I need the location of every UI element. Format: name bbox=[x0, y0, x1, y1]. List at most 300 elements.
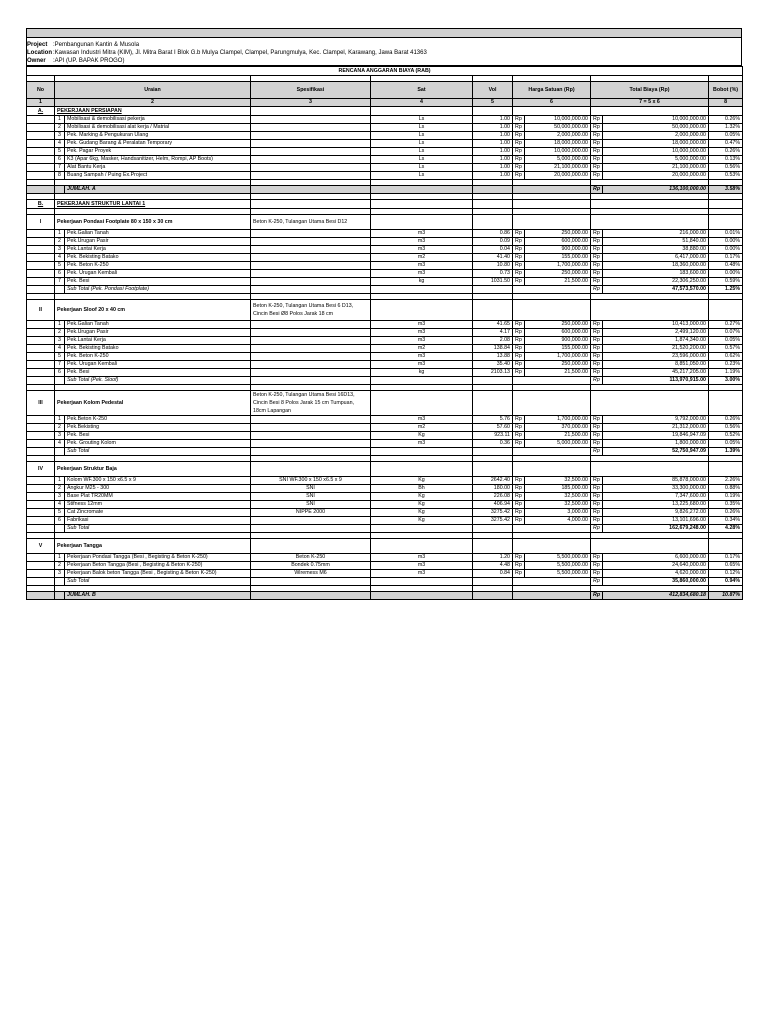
item-price: 32,500.00 bbox=[525, 493, 591, 501]
item-vol: 0.84 bbox=[473, 570, 513, 578]
item-currency: Rp bbox=[591, 369, 603, 377]
item-no: 5 bbox=[55, 509, 65, 517]
subtotal-label: Sub Total bbox=[65, 578, 251, 586]
item-unit: Kg bbox=[371, 501, 473, 509]
item-price: 21,500.00 bbox=[525, 278, 591, 286]
item-spec bbox=[251, 132, 371, 140]
subsection-roman: III bbox=[27, 391, 55, 416]
table-row bbox=[27, 361, 743, 369]
item-spec bbox=[251, 172, 371, 180]
item-spec: Wiremess M6 bbox=[251, 570, 371, 578]
item-weight: 0.05% bbox=[709, 337, 743, 345]
header-number: 2 bbox=[55, 99, 251, 107]
item-no: 3 bbox=[55, 337, 65, 345]
item-unit: Kg bbox=[371, 432, 473, 440]
item-weight: 0.35% bbox=[709, 501, 743, 509]
table-row bbox=[27, 278, 743, 286]
item-price: 10,000,000.00 bbox=[525, 116, 591, 124]
item-price: 5,000,000.00 bbox=[525, 440, 591, 448]
subtotal-value: 52,750,947.09 bbox=[603, 448, 709, 456]
table-row bbox=[27, 116, 743, 124]
project-info bbox=[26, 38, 742, 66]
item-desc: Pek.Galian Tanah bbox=[65, 230, 251, 238]
item-vol: 0.73 bbox=[473, 270, 513, 278]
table-row bbox=[27, 254, 743, 262]
item-unit: Ls bbox=[371, 140, 473, 148]
item-currency: Rp bbox=[513, 345, 525, 353]
item-price: 1,700,000.00 bbox=[525, 416, 591, 424]
project-line bbox=[27, 41, 741, 49]
item-total: 10,413,000.00 bbox=[603, 321, 709, 329]
item-no: 2 bbox=[55, 238, 65, 246]
item-vol: 0.09 bbox=[473, 238, 513, 246]
rab-table bbox=[26, 66, 743, 600]
item-spec bbox=[251, 238, 371, 246]
header-spesifikasi: Spesifikasi bbox=[251, 82, 371, 99]
section-b-total-row bbox=[27, 592, 743, 600]
item-desc: Base Plat TR20MM bbox=[65, 493, 251, 501]
item-currency: Rp bbox=[513, 416, 525, 424]
item-weight: 2.26% bbox=[709, 477, 743, 485]
section-a-row bbox=[27, 107, 743, 116]
item-total: 20,000,000.00 bbox=[603, 172, 709, 180]
item-currency: Rp bbox=[591, 424, 603, 432]
item-unit: m3 bbox=[371, 570, 473, 578]
item-total: 1,874,340.00 bbox=[603, 337, 709, 345]
item-total: 2,000,000.00 bbox=[603, 132, 709, 140]
section-total-weight: 3.58% bbox=[709, 186, 743, 194]
item-vol: 138.84 bbox=[473, 345, 513, 353]
section-total-value: 136,100,000.00 bbox=[603, 186, 709, 194]
item-unit: Kg bbox=[371, 509, 473, 517]
item-weight: 0.48% bbox=[709, 262, 743, 270]
item-price: 370,000.00 bbox=[525, 424, 591, 432]
item-currency: Rp bbox=[591, 321, 603, 329]
subtotal-weight: 1.39% bbox=[709, 448, 743, 456]
section-total-label: JUMLAH. A bbox=[65, 186, 251, 194]
header-sat: Sat bbox=[371, 82, 473, 99]
item-desc: Pek.Urugan Pasir bbox=[65, 329, 251, 337]
table-row bbox=[27, 570, 743, 578]
item-weight: 0.47% bbox=[709, 140, 743, 148]
item-price: 250,000.00 bbox=[525, 321, 591, 329]
item-total: 6,417,000.00 bbox=[603, 254, 709, 262]
subtotal-row bbox=[27, 578, 743, 586]
item-currency: Rp bbox=[591, 329, 603, 337]
item-total: 21,312,000.00 bbox=[603, 424, 709, 432]
item-weight: 0.00% bbox=[709, 238, 743, 246]
item-desc: Pek.Urugan Pasir bbox=[65, 238, 251, 246]
item-desc: Pekerjaan Beton Tangga (Besi , Begisting & Beton K-250) bbox=[65, 562, 251, 570]
item-spec bbox=[251, 140, 371, 148]
item-desc: Pek. Besi bbox=[65, 278, 251, 286]
item-currency: Rp bbox=[513, 238, 525, 246]
item-currency: Rp bbox=[513, 270, 525, 278]
table-row bbox=[27, 262, 743, 270]
table-row bbox=[27, 493, 743, 501]
subsection-roman: I bbox=[27, 215, 55, 230]
item-no: 2 bbox=[55, 562, 65, 570]
item-unit: Ls bbox=[371, 148, 473, 156]
item-no: 1 bbox=[55, 321, 65, 329]
item-currency: Rp bbox=[513, 278, 525, 286]
item-weight: 0.52% bbox=[709, 432, 743, 440]
item-weight: 0.65% bbox=[709, 562, 743, 570]
item-vol: 13.88 bbox=[473, 353, 513, 361]
item-total: 51,840.00 bbox=[603, 238, 709, 246]
item-currency: Rp bbox=[513, 329, 525, 337]
subtotal-label: Sub Total (Pek. Sloof) bbox=[65, 377, 251, 385]
item-currency: Rp bbox=[591, 246, 603, 254]
item-vol: 2103.13 bbox=[473, 369, 513, 377]
table-row bbox=[27, 432, 743, 440]
item-spec bbox=[251, 440, 371, 448]
item-vol: 0.36 bbox=[473, 440, 513, 448]
item-desc: Kolom WF.300 x 150 x6.5 x 9 bbox=[65, 477, 251, 485]
item-weight: 0.01% bbox=[709, 230, 743, 238]
item-currency: Rp bbox=[591, 345, 603, 353]
owner-line bbox=[27, 57, 741, 65]
subsection-roman: V bbox=[27, 539, 55, 554]
subsection-header-row bbox=[27, 539, 743, 554]
rab-sheet bbox=[26, 28, 742, 600]
item-currency: Rp bbox=[591, 416, 603, 424]
item-weight: 0.27% bbox=[709, 321, 743, 329]
item-price: 18,000,000.00 bbox=[525, 140, 591, 148]
item-spec bbox=[251, 124, 371, 132]
table-row bbox=[27, 164, 743, 172]
item-total: 4,620,000.00 bbox=[603, 570, 709, 578]
item-price: 185,000.00 bbox=[525, 485, 591, 493]
item-total: 38,880.00 bbox=[603, 246, 709, 254]
item-currency: Rp bbox=[513, 124, 525, 132]
item-currency: Rp bbox=[513, 477, 525, 485]
header-uraian: Uraian bbox=[55, 82, 251, 99]
item-weight: 1.19% bbox=[709, 369, 743, 377]
item-total: 7,347,600.00 bbox=[603, 493, 709, 501]
item-weight: 0.26% bbox=[709, 509, 743, 517]
item-vol: 4.48 bbox=[473, 562, 513, 570]
item-unit: m3 bbox=[371, 554, 473, 562]
item-currency: Rp bbox=[591, 517, 603, 525]
item-currency: Rp bbox=[513, 361, 525, 369]
item-spec: SNI bbox=[251, 501, 371, 509]
item-currency: Rp bbox=[591, 509, 603, 517]
subsection-header-row bbox=[27, 300, 743, 321]
section-code: B. bbox=[27, 200, 55, 209]
item-currency: Rp bbox=[591, 262, 603, 270]
subsection-title: Pekerjaan Tangga bbox=[55, 539, 251, 554]
item-no: 6 bbox=[55, 517, 65, 525]
item-weight: 0.26% bbox=[709, 416, 743, 424]
subsection-header-row bbox=[27, 215, 743, 230]
item-total: 24,640,000.00 bbox=[603, 562, 709, 570]
item-currency: Rp bbox=[513, 140, 525, 148]
item-desc: Pek. Beton K-250 bbox=[65, 353, 251, 361]
item-currency: Rp bbox=[591, 254, 603, 262]
item-no: 1 bbox=[55, 416, 65, 424]
item-price: 600,000.00 bbox=[525, 329, 591, 337]
item-no: 8 bbox=[55, 172, 65, 180]
subsection-title: Pekerjaan Struktur Baja bbox=[55, 462, 251, 477]
item-total: 18,000,000.00 bbox=[603, 140, 709, 148]
item-vol: 41.40 bbox=[473, 254, 513, 262]
item-spec bbox=[251, 230, 371, 238]
item-currency: Rp bbox=[591, 554, 603, 562]
item-spec: Beton K-250 bbox=[251, 554, 371, 562]
subtotal-row bbox=[27, 525, 743, 533]
item-no: 6 bbox=[55, 270, 65, 278]
subsection-title: Pekerjaan Kolom Pedestal bbox=[55, 391, 251, 416]
item-desc: Pek. Gudang Barang & Peralatan Temporary bbox=[65, 140, 251, 148]
item-vol: 1.00 bbox=[473, 124, 513, 132]
item-total: 183,600.00 bbox=[603, 270, 709, 278]
item-weight: 0.56% bbox=[709, 164, 743, 172]
section-total-label: JUMLAH. B bbox=[65, 592, 251, 600]
subtotal-currency: Rp bbox=[591, 377, 603, 385]
item-price: 5,000,000.00 bbox=[525, 156, 591, 164]
subsection-header-row bbox=[27, 391, 743, 416]
table-row bbox=[27, 477, 743, 485]
item-currency: Rp bbox=[513, 432, 525, 440]
item-price: 21,500.00 bbox=[525, 432, 591, 440]
item-total: 13,101,696.00 bbox=[603, 517, 709, 525]
item-no: 2 bbox=[55, 329, 65, 337]
item-currency: Rp bbox=[513, 509, 525, 517]
item-no: 4 bbox=[55, 501, 65, 509]
section-b-row bbox=[27, 200, 743, 209]
table-row bbox=[27, 353, 743, 361]
item-desc: Pek.Bekisting bbox=[65, 424, 251, 432]
item-spec bbox=[251, 353, 371, 361]
item-spec: SNI bbox=[251, 485, 371, 493]
item-spec bbox=[251, 345, 371, 353]
item-price: 155,000.00 bbox=[525, 254, 591, 262]
item-currency: Rp bbox=[513, 485, 525, 493]
item-desc: Pek.Lantai Kerja bbox=[65, 337, 251, 345]
item-unit: Kg bbox=[371, 517, 473, 525]
item-spec bbox=[251, 270, 371, 278]
subsection-spec: Beton K-250, Tulangan Utama Besi 16D13, Cincin Besi 8 Polos Jarak 15 cm Tumpuan, 18cm Lapangan bbox=[251, 391, 371, 416]
item-currency: Rp bbox=[591, 140, 603, 148]
subtotal-currency: Rp bbox=[591, 448, 603, 456]
item-spec bbox=[251, 262, 371, 270]
subtotal-weight: 0.94% bbox=[709, 578, 743, 586]
table-row bbox=[27, 369, 743, 377]
item-weight: 0.56% bbox=[709, 424, 743, 432]
item-spec bbox=[251, 156, 371, 164]
item-total: 10,000,000.00 bbox=[603, 148, 709, 156]
subsection-spec bbox=[251, 462, 371, 477]
table-row bbox=[27, 270, 743, 278]
item-unit: Ls bbox=[371, 156, 473, 164]
table-row bbox=[27, 345, 743, 353]
section-code: A. bbox=[27, 107, 55, 116]
table-row bbox=[27, 485, 743, 493]
item-no: 4 bbox=[55, 254, 65, 262]
item-desc: Pek. Beton K-250 bbox=[65, 262, 251, 270]
item-unit: m3 bbox=[371, 562, 473, 570]
header-number: 3 bbox=[251, 99, 371, 107]
table-row bbox=[27, 562, 743, 570]
item-spec bbox=[251, 361, 371, 369]
item-no: 7 bbox=[55, 278, 65, 286]
rab-title: RENCANA ANGGARAN BIAYA (RAB) bbox=[27, 67, 743, 76]
item-spec bbox=[251, 424, 371, 432]
item-price: 155,000.00 bbox=[525, 345, 591, 353]
item-desc: Buang Sampah / Puing Ex.Project bbox=[65, 172, 251, 180]
item-weight: 0.19% bbox=[709, 493, 743, 501]
item-currency: Rp bbox=[513, 440, 525, 448]
table-row bbox=[27, 172, 743, 180]
item-desc: Pek. Urugan Kembali bbox=[65, 361, 251, 369]
item-total: 21,520,200.00 bbox=[603, 345, 709, 353]
item-weight: 0.07% bbox=[709, 329, 743, 337]
item-currency: Rp bbox=[513, 501, 525, 509]
item-desc: Angkur M25 - 300 bbox=[65, 485, 251, 493]
item-unit: Ls bbox=[371, 124, 473, 132]
item-desc: Pek.Galian Tanah bbox=[65, 321, 251, 329]
item-vol: 41.65 bbox=[473, 321, 513, 329]
subsection-roman: IV bbox=[27, 462, 55, 477]
item-currency: Rp bbox=[513, 337, 525, 345]
item-currency: Rp bbox=[513, 172, 525, 180]
item-vol: 10.80 bbox=[473, 262, 513, 270]
item-price: 3,000.00 bbox=[525, 509, 591, 517]
item-weight: 0.59% bbox=[709, 278, 743, 286]
item-total: 22,306,250.00 bbox=[603, 278, 709, 286]
owner-value: :API (UP. BAPAK PROGO) bbox=[53, 58, 125, 64]
header-number-row bbox=[27, 99, 743, 107]
item-vol: 35.40 bbox=[473, 361, 513, 369]
item-desc: Pek. Urugan Kembali bbox=[65, 270, 251, 278]
item-total: 13,225,680.00 bbox=[603, 501, 709, 509]
item-weight: 0.05% bbox=[709, 440, 743, 448]
table-row bbox=[27, 424, 743, 432]
item-weight: 0.05% bbox=[709, 132, 743, 140]
item-currency: Rp bbox=[591, 116, 603, 124]
item-desc: Pek. Bekisting Batako bbox=[65, 345, 251, 353]
subtotal-label: Sub Total (Pek. Pondasi Footplate) bbox=[65, 286, 251, 294]
item-spec bbox=[251, 148, 371, 156]
item-vol: 1.00 bbox=[473, 140, 513, 148]
item-unit: Ls bbox=[371, 172, 473, 180]
item-weight: 0.00% bbox=[709, 246, 743, 254]
section-title: PEKERJAAN STRUKTUR LANTAI 1 bbox=[55, 200, 251, 209]
item-vol: 57.60 bbox=[473, 424, 513, 432]
item-weight: 0.23% bbox=[709, 361, 743, 369]
subsection-header-row bbox=[27, 462, 743, 477]
subtotal-row bbox=[27, 448, 743, 456]
item-price: 50,000,000.00 bbox=[525, 124, 591, 132]
item-weight: 0.53% bbox=[709, 172, 743, 180]
item-desc: Pekerjaan Pondasi Tangga (Besi , Begisting & Beton K-250) bbox=[65, 554, 251, 562]
item-price: 250,000.00 bbox=[525, 270, 591, 278]
item-no: 4 bbox=[55, 345, 65, 353]
item-total: 5,000,000.00 bbox=[603, 156, 709, 164]
subsection-spec bbox=[251, 539, 371, 554]
item-no: 5 bbox=[55, 262, 65, 270]
item-price: 20,000,000.00 bbox=[525, 172, 591, 180]
item-unit: kg bbox=[371, 278, 473, 286]
table-row bbox=[27, 140, 743, 148]
table-row bbox=[27, 156, 743, 164]
location-label: Location bbox=[27, 50, 52, 56]
header-bobot: Bobot (%) bbox=[709, 82, 743, 99]
item-vol: 5.76 bbox=[473, 416, 513, 424]
item-currency: Rp bbox=[591, 562, 603, 570]
item-unit: m3 bbox=[371, 440, 473, 448]
item-no: 3 bbox=[55, 493, 65, 501]
item-vol: 1.20 bbox=[473, 554, 513, 562]
header-number: 7 = 5 x 6 bbox=[591, 99, 709, 107]
item-desc: Mobilisasi & demobilisasi pekerja bbox=[65, 116, 251, 124]
header-row bbox=[27, 82, 743, 99]
item-vol: 1.00 bbox=[473, 156, 513, 164]
item-spec bbox=[251, 337, 371, 345]
item-vol: 0.86 bbox=[473, 230, 513, 238]
item-currency: Rp bbox=[513, 164, 525, 172]
item-weight: 0.26% bbox=[709, 148, 743, 156]
item-vol: 3275.42 bbox=[473, 517, 513, 525]
item-no: 6 bbox=[55, 156, 65, 164]
item-no: 4 bbox=[55, 140, 65, 148]
item-currency: Rp bbox=[591, 172, 603, 180]
section-total-weight: 10.87% bbox=[709, 592, 743, 600]
project-label: Project bbox=[27, 42, 48, 48]
item-vol: 4.17 bbox=[473, 329, 513, 337]
item-vol: 406.94 bbox=[473, 501, 513, 509]
table-row bbox=[27, 337, 743, 345]
item-spec bbox=[251, 164, 371, 172]
item-total: 45,217,205.00 bbox=[603, 369, 709, 377]
item-currency: Rp bbox=[513, 554, 525, 562]
item-weight: 0.88% bbox=[709, 485, 743, 493]
item-currency: Rp bbox=[513, 230, 525, 238]
location-value: :Kawasan Industri Mitra (KIM), Jl. Mitra Barat I Blok G.b Mulya Clampel, Clampel, Parungmulya, Kec. Clampel, Karawang, Jawa Barat 41363 bbox=[53, 50, 427, 56]
item-currency: Rp bbox=[591, 570, 603, 578]
table-row bbox=[27, 509, 743, 517]
item-currency: Rp bbox=[513, 116, 525, 124]
item-desc: Pek. Marking & Pengukuran Ulang bbox=[65, 132, 251, 140]
top-bar bbox=[26, 28, 742, 38]
item-no: 2 bbox=[55, 485, 65, 493]
header-number: 8 bbox=[709, 99, 743, 107]
table-row bbox=[27, 321, 743, 329]
item-no: 7 bbox=[55, 361, 65, 369]
item-unit: m3 bbox=[371, 230, 473, 238]
item-weight: 0.57% bbox=[709, 345, 743, 353]
subtotal-currency: Rp bbox=[591, 525, 603, 533]
item-price: 21,500.00 bbox=[525, 369, 591, 377]
item-price: 250,000.00 bbox=[525, 361, 591, 369]
item-no: 1 bbox=[55, 116, 65, 124]
subtotal-weight: 3.00% bbox=[709, 377, 743, 385]
item-spec bbox=[251, 517, 371, 525]
item-total: 2,499,120.00 bbox=[603, 329, 709, 337]
item-no: 5 bbox=[55, 148, 65, 156]
item-no: 3 bbox=[55, 432, 65, 440]
item-unit: m3 bbox=[371, 329, 473, 337]
subtotal-label: Sub Total bbox=[65, 448, 251, 456]
item-spec bbox=[251, 254, 371, 262]
project-value: :Pembangunan Kantin & Musola bbox=[53, 42, 140, 48]
table-row bbox=[27, 440, 743, 448]
item-currency: Rp bbox=[513, 254, 525, 262]
subtotal-value: 35,860,000.00 bbox=[603, 578, 709, 586]
item-weight: 0.62% bbox=[709, 353, 743, 361]
item-no: 1 bbox=[55, 477, 65, 485]
